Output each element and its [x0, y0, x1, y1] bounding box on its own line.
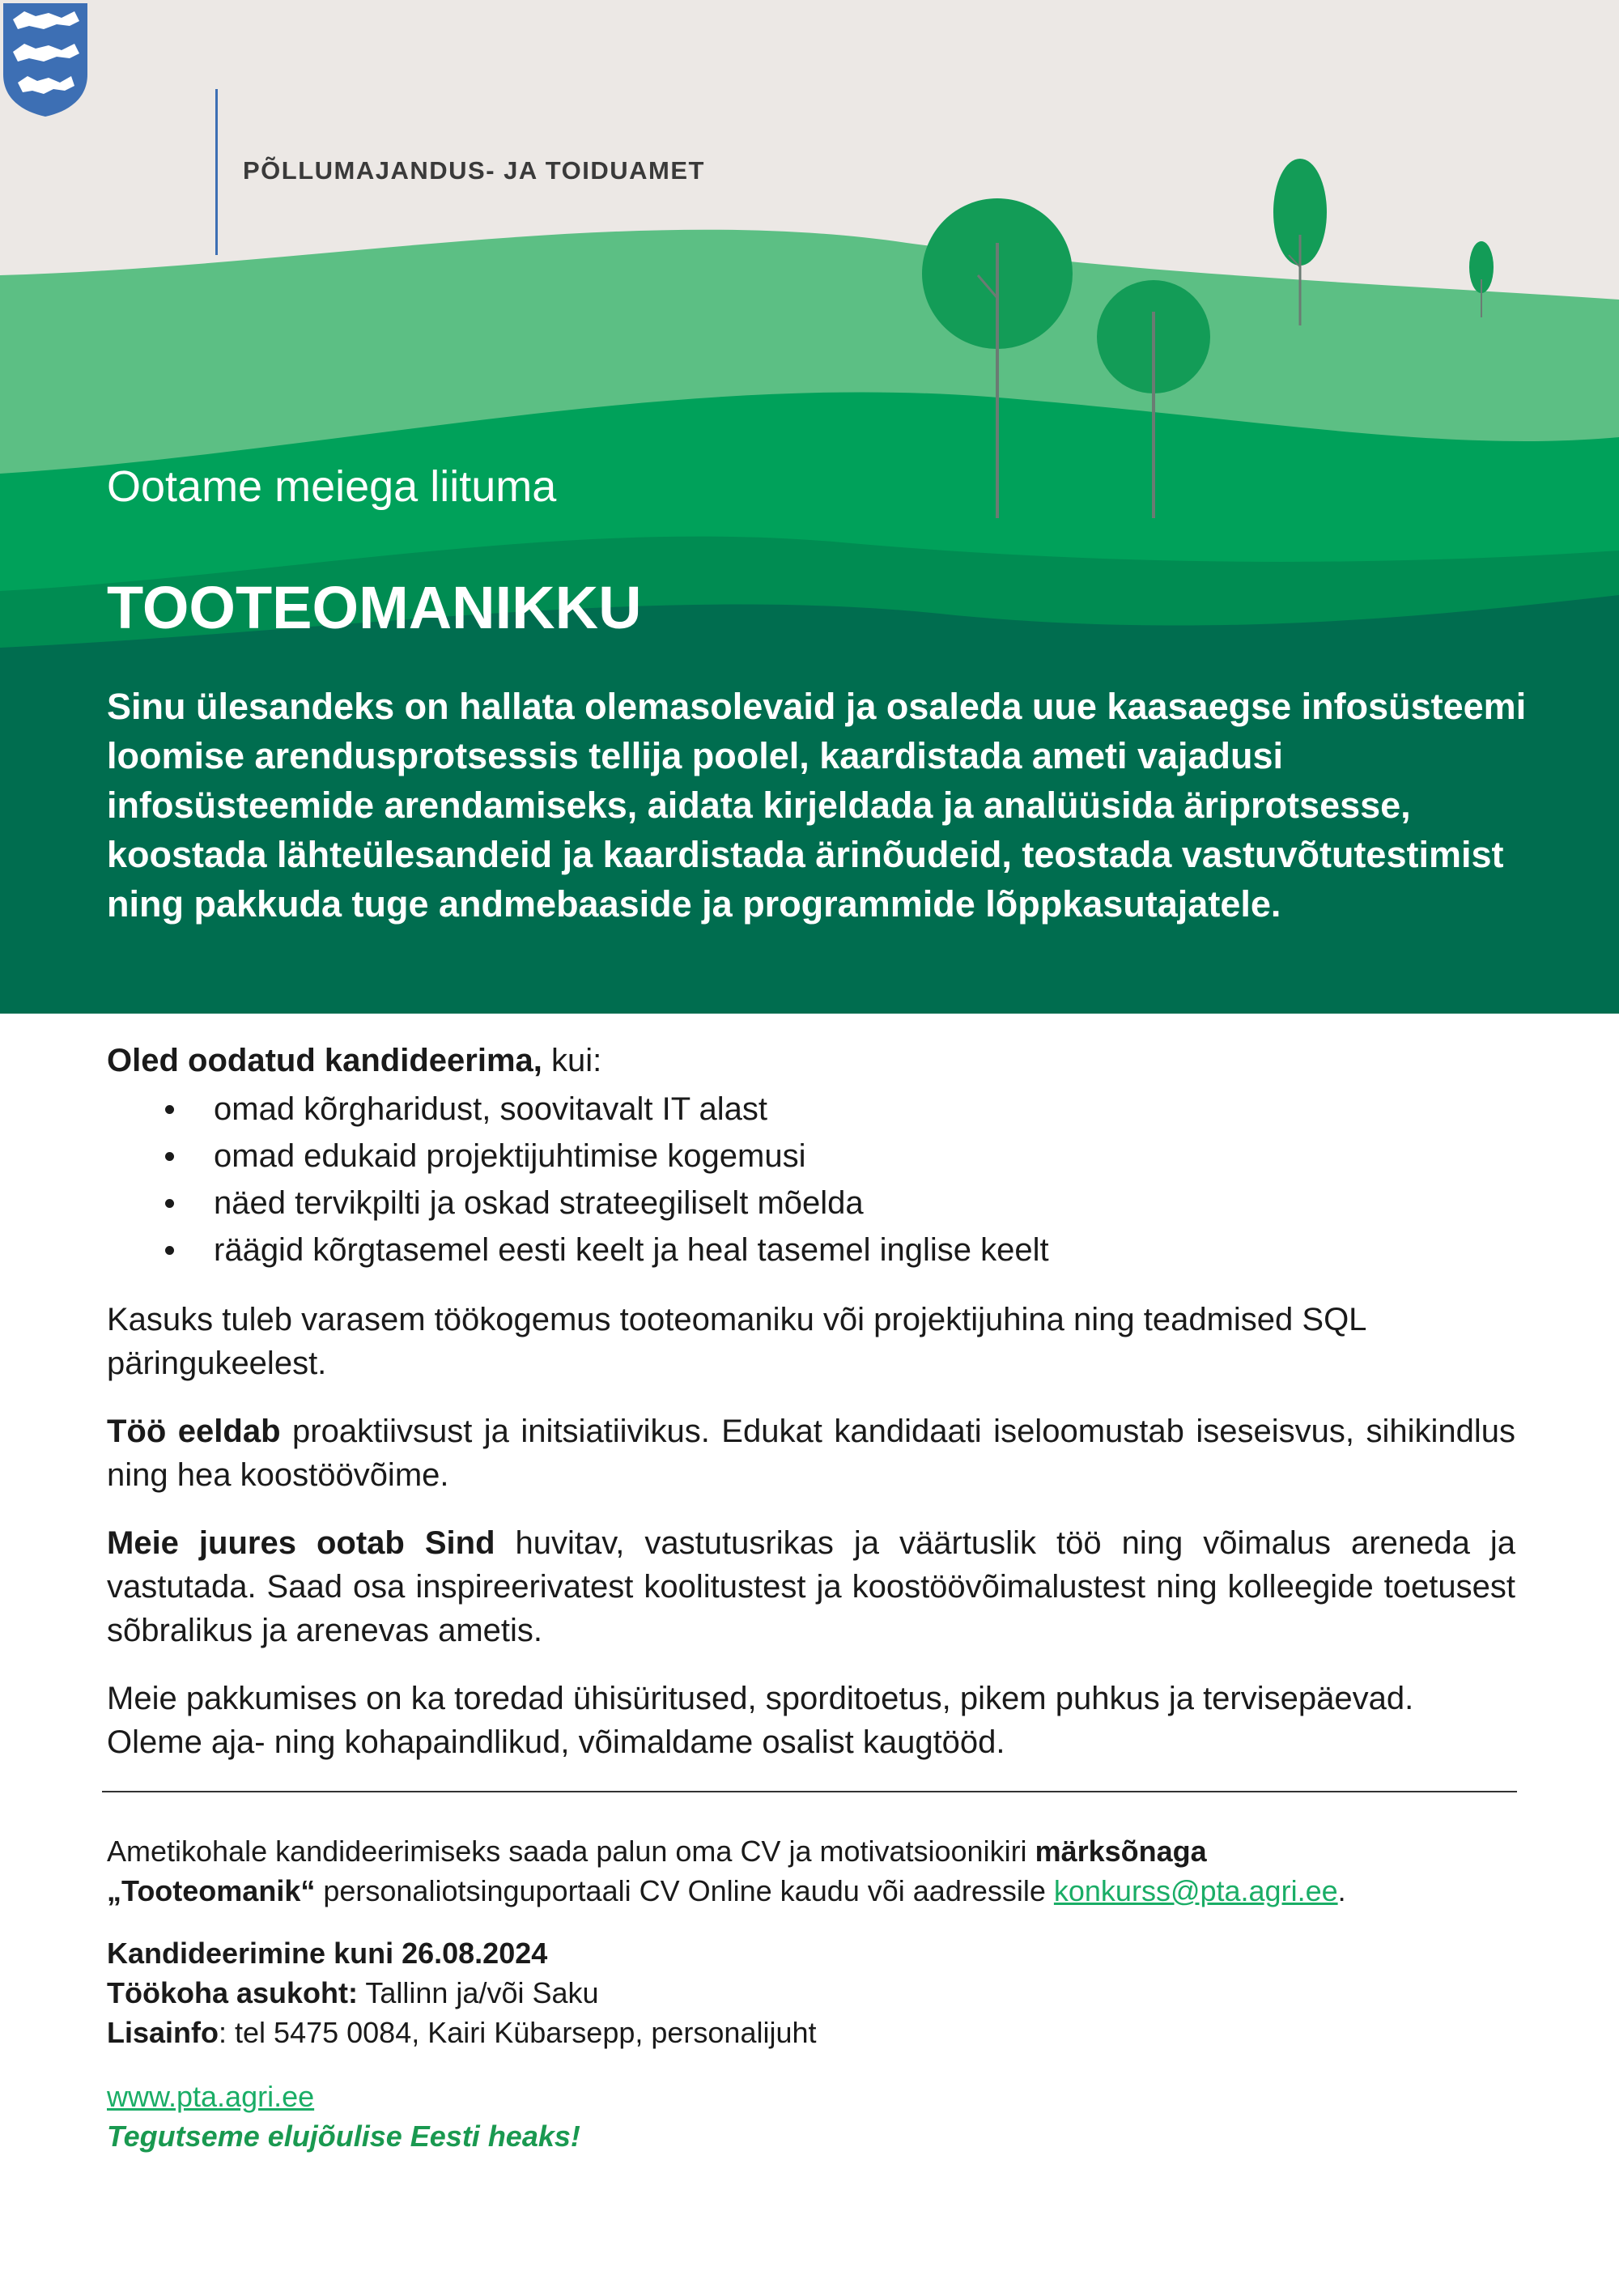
job-details — [107, 1039, 1515, 1764]
website-link[interactable]: www.pta.agri.ee — [107, 2080, 315, 2113]
agency-name: PÕLLUMAJANDUS- JA TOIDUAMET — [243, 156, 705, 185]
contact-info — [107, 2013, 1515, 2052]
list-item: räägid kõrgtasemel eesti keelt ja heal tasemel inglise keelt — [107, 1227, 1515, 1273]
section-divider — [102, 1791, 1517, 1792]
coat-of-arms-icon — [0, 0, 91, 118]
logo-divider — [215, 89, 218, 255]
offer-bold: Meie juures ootab Sind — [107, 1525, 495, 1561]
offer-paragraph — [107, 1521, 1515, 1652]
work-bold: Töö eeldab — [107, 1414, 281, 1449]
work-paragraph — [107, 1409, 1515, 1497]
apply-text-3: . — [1337, 1874, 1346, 1907]
requirements-list — [107, 1086, 1515, 1273]
apply-text-1: Ametikohale kandideerimiseks saada palun oma CV ja motivatsioonikiri — [107, 1835, 1035, 1868]
advantage-paragraph: Kasuks tuleb varasem töökogemus tooteomaniku või projektijuhina ning teadmised SQL päringukeelest. — [107, 1302, 1366, 1381]
deadline — [107, 1933, 1515, 1973]
benefits-paragraph: Meie pakkumises on ka toredad ühisüritused, sporditoetus, pikem puhkus ja tervisepäevad. Oleme aja- ning kohapaindlikud, võimaldame osalist kaugtööd. — [107, 1681, 1414, 1760]
apply-keyword: „Tooteomanik“ — [107, 1874, 316, 1907]
slogan-text: Tegutseme elujõulise Eesti heaks! — [107, 2120, 580, 2153]
list-item: näed tervikpilti ja oskad strateegiliselt mõelda — [107, 1180, 1515, 1227]
slogan — [107, 2116, 1515, 2156]
requirements-intro-rest: kui: — [542, 1043, 602, 1078]
location — [107, 1973, 1515, 2013]
list-item: omad edukaid projektijuhtimise kogemusi — [107, 1133, 1515, 1180]
list-item: omad kõrgharidust, soovitavalt IT alast — [107, 1086, 1515, 1133]
requirements-intro — [107, 1039, 1515, 1082]
info-value: : tel 5475 0084, Kairi Kübarsepp, personalijuht — [219, 2016, 817, 2049]
apply-text-2: personaliotsinguportaali CV Online kaudu või aadressile — [315, 1874, 1054, 1907]
info-label: Lisainfo — [107, 2016, 219, 2049]
location-label: Töökoha asukoht: — [107, 1976, 359, 2009]
requirements-intro-bold: Oled oodatud kandideerima, — [107, 1043, 542, 1078]
email-link[interactable]: konkurss@pta.agri.ee — [1053, 1874, 1338, 1907]
application-info — [107, 1831, 1515, 2156]
application-instructions — [107, 1831, 1515, 1911]
deadline-text: Kandideerimine kuni 26.08.2024 — [107, 1937, 548, 1970]
hero-kicker: Ootame meiega liituma — [107, 462, 557, 511]
job-summary: Sinu ülesandeks on hallata olemasolevaid ja osaleda uue kaasaegse infosüsteemi loomise arendusprotsessis tellija poolel, kaardistada ameti vajadusi infosüsteemide arendamiseks, aidata kirjeldada ja analüüsida äriprotsesse, koostada lähteülesandeid ja kaardistada ärinõudeid, teostada vastuvõtutestimist ning pakkuda tuge andmebaaside ja programmide lõppkasutajatele. — [107, 686, 1527, 925]
work-rest: proaktiivsust ja initsiatiivikus. Edukat kandidaati iseloomustab iseseisvus, sihikindlus ning hea koostöövõime. — [107, 1414, 1515, 1493]
apply-keyword-label: märksõnaga — [1035, 1835, 1207, 1868]
job-title: TOOTEOMANIKKU — [107, 574, 642, 641]
hero-banner — [0, 0, 1619, 1014]
website — [107, 2077, 1515, 2116]
location-value: Tallinn ja/või Saku — [358, 1976, 599, 2009]
offer-rest: huvitav, vastutusrikas ja väärtuslik töö ning võimalus areneda ja vastutada. Saad osa inspireerivatest koolitustest ja koostöövõimalustest ning kolleegide toetusest sõbralikus ja arenevas ametis. — [107, 1525, 1515, 1648]
